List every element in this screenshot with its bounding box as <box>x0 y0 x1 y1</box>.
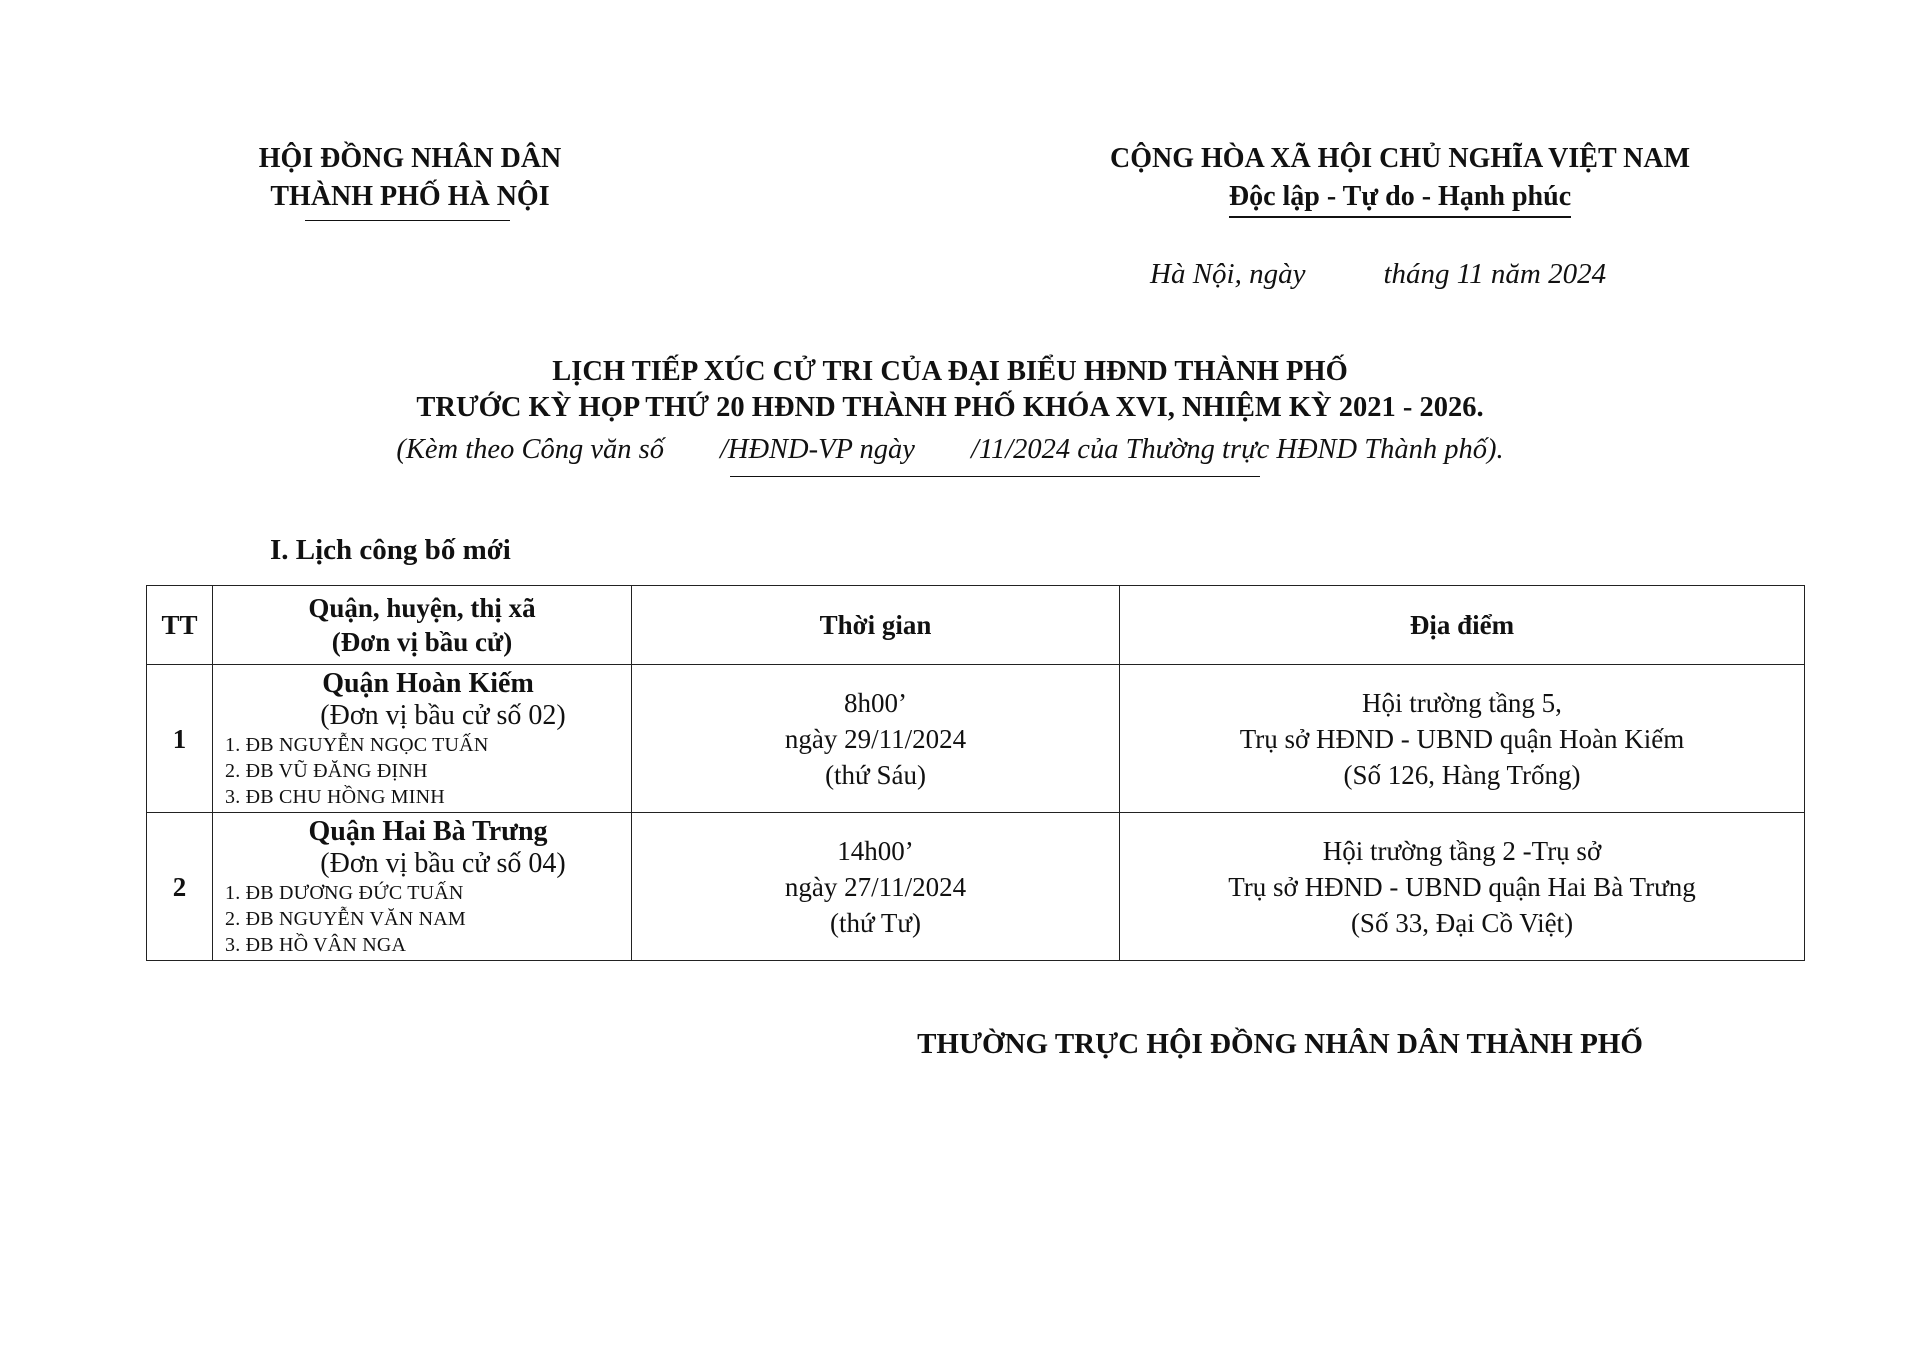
row-tt: 2 <box>147 813 213 961</box>
authority-underline <box>305 220 510 221</box>
signature-block: THƯỜNG TRỰC HỘI ĐỒNG NHÂN DÂN THÀNH PHỐ <box>917 1028 1643 1060</box>
national-header <box>1080 140 1720 218</box>
authority-line-1: HỘI ĐỒNG NHÂN DÂN <box>258 143 562 174</box>
header-unit-line-2: (Đơn vị bầu cử) <box>331 627 513 657</box>
delegate-item: 2. ĐB NGUYỄN VĂN NAM <box>225 907 466 930</box>
time-hour: 14h00’ <box>837 835 914 866</box>
subtitle-part-2: /HĐND-VP ngày <box>719 434 915 465</box>
place-line: (Số 126, Hàng Trống) <box>1343 759 1581 790</box>
national-motto: Độc lập - Tự do - Hạnh phúc <box>1229 180 1571 218</box>
document-subtitle <box>280 432 1620 468</box>
delegate-item: 1. ĐB DƯƠNG ĐỨC TUẤN <box>225 881 464 904</box>
time-weekday: (thứ Sáu) <box>825 759 926 790</box>
row-time <box>632 813 1120 961</box>
delegate-item: 1. ĐB NGUYỄN NGỌC TUẤN <box>225 733 489 756</box>
time-date: ngày 27/11/2024 <box>784 871 967 902</box>
subtitle-part-3: /11/2024 của Thường trực HĐND Thành phố). <box>970 434 1504 465</box>
date-place-day: Hà Nội, ngày <box>1150 258 1306 290</box>
header-tt: TT <box>147 586 213 665</box>
row-time <box>632 665 1120 813</box>
time-date: ngày 29/11/2024 <box>784 723 967 754</box>
date-month-year: tháng 11 năm 2024 <box>1383 258 1607 290</box>
document-date <box>1150 258 1606 291</box>
time-weekday: (thứ Tư) <box>829 907 921 938</box>
delegate-item: 2. ĐB VŨ ĐĂNG ĐỊNH <box>225 759 428 782</box>
place-line: Trụ sở HĐND - UBND quận Hai Bà Trưng <box>1228 871 1696 902</box>
row-unit <box>213 665 632 813</box>
schedule-table <box>146 585 1805 961</box>
subtitle-part-1: (Kèm theo Công văn số <box>396 434 664 465</box>
place-line: Hội trường tầng 5, <box>1362 687 1562 718</box>
row-place <box>1120 813 1805 961</box>
table-row <box>147 665 1805 813</box>
place-line: Trụ sở HĐND - UBND quận Hoàn Kiếm <box>1239 723 1685 754</box>
place-line: (Số 33, Đại Cồ Việt) <box>1350 907 1574 938</box>
authority-line-2: THÀNH PHỐ HÀ NỘI <box>270 181 550 212</box>
delegate-item: 3. ĐB HỒ VÂN NGA <box>225 933 407 956</box>
row-unit <box>213 813 632 961</box>
header-unit-line-1: Quận, huyện, thị xã <box>308 593 536 623</box>
delegate-item: 3. ĐB CHU HỒNG MINH <box>225 785 445 808</box>
table-header-row <box>147 586 1805 665</box>
national-name: CỘNG HÒA XÃ HỘI CHỦ NGHĨA VIỆT NAM <box>1109 143 1691 174</box>
document-title <box>280 354 1620 426</box>
unit-constituency: (Đơn vị bầu cử số 02) <box>320 699 566 731</box>
header-place: Địa điểm <box>1120 586 1805 665</box>
issuing-authority <box>190 140 630 216</box>
title-line-1: LỊCH TIẾP XÚC CỬ TRI CỦA ĐẠI BIỂU HĐND THÀNH PHỐ <box>552 356 1348 387</box>
time-hour: 8h00’ <box>844 687 907 718</box>
section-heading: I. Lịch công bố mới <box>270 534 511 566</box>
row-tt: 1 <box>147 665 213 813</box>
title-line-2: TRƯỚC KỲ HỌP THỨ 20 HĐND THÀNH PHỐ KHÓA XVI, NHIỆM KỲ 2021 - 2026. <box>416 392 1484 423</box>
unit-name: Quận Hai Bà Trưng <box>308 815 548 847</box>
table-row <box>147 813 1805 961</box>
subtitle-underline <box>730 476 1260 477</box>
row-place <box>1120 665 1805 813</box>
header-unit <box>213 586 632 665</box>
unit-name: Quận Hoàn Kiếm <box>322 667 534 699</box>
place-line: Hội trường tầng 2 -Trụ sở <box>1322 835 1602 866</box>
header-time: Thời gian <box>632 586 1120 665</box>
unit-constituency: (Đơn vị bầu cử số 04) <box>320 847 566 879</box>
